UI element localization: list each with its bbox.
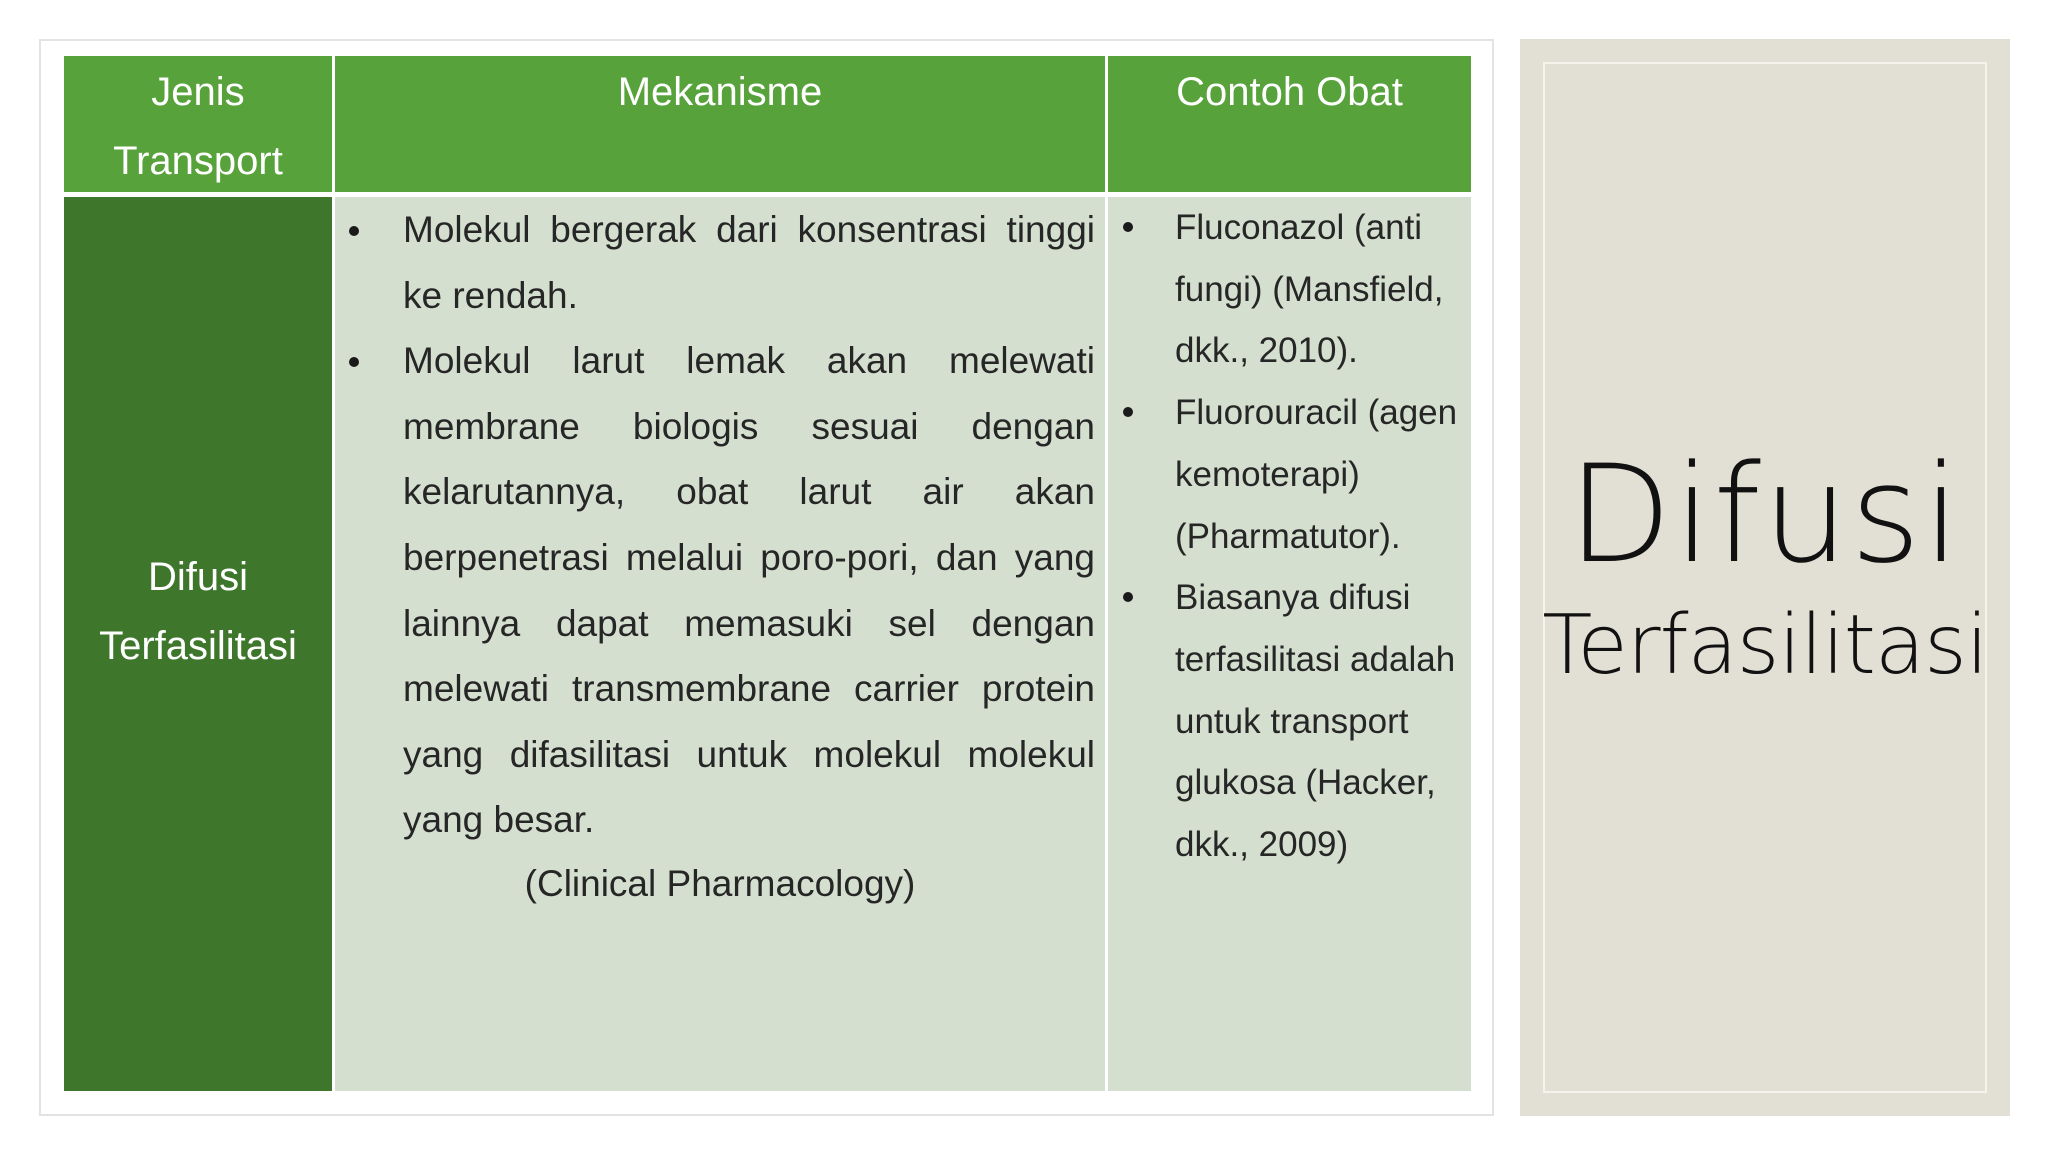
transport-type-cell (64, 197, 332, 1091)
examples-cell (1108, 197, 1471, 1091)
side-title-line1: Difusi (1567, 436, 1963, 593)
bullet-icon (349, 357, 359, 367)
list-item (1175, 382, 1465, 567)
header-contoh-obat (1108, 56, 1471, 192)
mechanism-text: Molekul bergerak dari konsentrasi tinggi ke rendah. (403, 209, 1095, 316)
header-jenis-transport (64, 56, 332, 192)
header-jenis-line1: Jenis (151, 70, 245, 114)
list-item (1175, 197, 1465, 382)
header-contoh-obat-label: Contoh Obat (1176, 70, 1403, 114)
header-jenis-line2: Transport (113, 139, 283, 183)
list-item (403, 328, 1095, 853)
example-text: Fluorouracil (agen kemoterapi) (Pharmatutor). (1175, 393, 1458, 556)
bullet-icon (1123, 592, 1133, 602)
bullet-icon (1123, 407, 1133, 417)
header-mekanisme-label: Mekanisme (617, 70, 823, 114)
mechanism-source: (Clinical Pharmacology) (524, 863, 916, 904)
bullet-icon (1123, 222, 1133, 232)
transport-type-line2: Terfasilitasi (99, 624, 297, 668)
mechanism-list (403, 197, 1095, 853)
header-mekanisme (335, 56, 1105, 192)
list-item (1175, 567, 1465, 876)
side-title-line2: Terfasilitasi (1542, 598, 1988, 693)
list-item (403, 197, 1095, 328)
example-text: Biasanya difusi terfasilitasi adalah untuk transport glukosa (Hacker, dkk., 2009) (1175, 578, 1456, 865)
mechanism-cell (335, 197, 1105, 1091)
transport-type-line1: Difusi (147, 555, 249, 599)
examples-list (1175, 197, 1465, 876)
side-title-panel (1520, 39, 2010, 1116)
example-text: Fluconazol (anti fungi) (Mansfield, dkk., 2010). (1175, 208, 1444, 371)
bullet-icon (349, 226, 359, 236)
mechanism-text: Molekul larut lemak akan melewati membrane biologis sesuai dengan kelarutannya, obat larut air akan berpenetrasi melalui poro-pori, dan yang lainnya dapat memasuki sel dengan melewati transmembrane carrier protein yang difasilitasi untuk molekul molekul yang besar. (403, 340, 1095, 841)
